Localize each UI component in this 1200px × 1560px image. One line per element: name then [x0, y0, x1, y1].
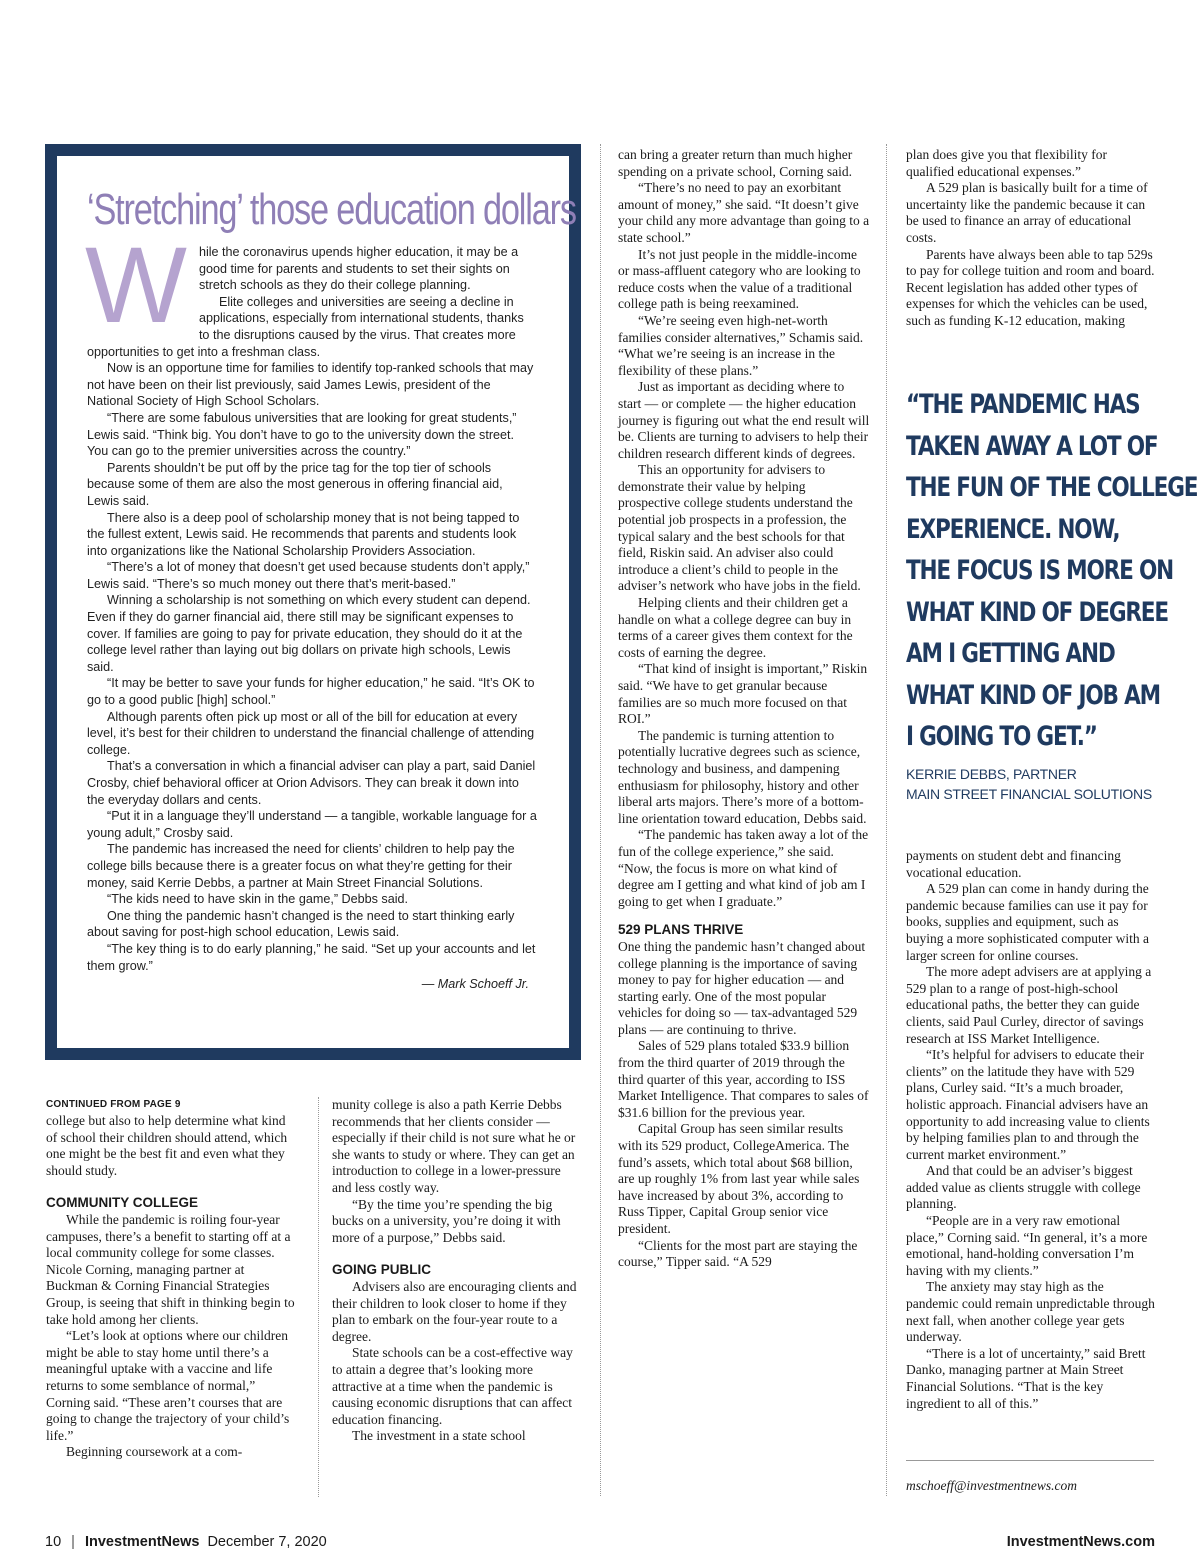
paragraph: “There is a lot of uncertainty,” said Brett Danko, managing partner at Main Street Financial Solutions. “That is the key ingredient to all of this.”	[906, 1345, 1146, 1411]
footer-date: December 7, 2020	[207, 1534, 327, 1550]
paragraph: The more adept advisers are at applying a 529 plan to a range of post-high-school educational paths, the better they can guide clients, said Paul Curley, director of savings research at ISS Market Intelligence.	[906, 964, 1152, 1046]
column-rule	[318, 1097, 319, 1497]
col3-paragraphs	[618, 180, 870, 910]
pull-quote-line: THE FUN OF THE COLLEGE	[906, 472, 1198, 503]
column-rule	[886, 144, 887, 1496]
footer-site[interactable]: InvestmentNews.com	[1006, 1534, 1155, 1550]
sidebar-paragraph: One thing the pandemic hasn’t changed is the need to start thinking early about saving for post-high school education, Lewis said.	[87, 908, 515, 940]
paragraph: While the pandemic is roiling four-year campuses, there’s a benefit to starting off at a local community college for some classes. Nicole Corning, managing partner at Buckman & Corning Financial Strategies Group, is seeing that shift in thinking begin to take hold among her clients.	[46, 1211, 295, 1327]
pull-quote-line: I GOING TO GET.”	[906, 721, 1097, 752]
paragraph: “People are in a very raw emotional place,” Corning said. “In general, it’s a more emotional, hand-holding conversation I’m having with my clients.”	[906, 1213, 1148, 1278]
sidebar-paragraph: Elite colleges and universities are seeing a decline in applications, especially from international students, thanks to the disruptions caused by the virus. That creates more opportunities to get into a freshman class.	[87, 294, 524, 359]
footer-brand: InvestmentNews	[84, 1534, 200, 1550]
column-rule	[600, 144, 601, 1496]
col2-paragraphs-a	[332, 1197, 578, 1247]
paragraph: The pandemic is turning attention to potentially lucrative degrees such as science, technology and business, and dampening enthusiasm for philosophy, history and other liberal arts majors. There’s more of a bottom-line orientation toward education, Debbs said.	[618, 727, 867, 826]
paragraph: Parents have always been able to tap 529s to pay for college tuition and room and board. Recent legislation has added other types of expenses for which the vehicles can be used, such as funding K-12 education, making	[906, 246, 1155, 328]
attribution-org: MAIN STREET FINANCIAL SOLUTIONS	[906, 786, 1152, 802]
sidebar-paragraph: Winning a scholarship is not something on which every student can depend. Even if they do garner financial aid, there still may be significant expenses to cover. If families are going to pay for private education, they should do it at the college level rather than laying out big dollars on private high schools, Lewis said.	[87, 593, 531, 674]
paragraph: Sales of 529 plans totaled $33.9 billion from the third quarter of 2019 through the third quarter of this year, according to ISS Market Intelligence. That compares to sales of $31.6 billion for the previous year.	[618, 1038, 869, 1120]
paragraph: “There’s no need to pay an exorbitant amount of money,” she said. “It doesn’t give your child any more advantage than going to a state school.”	[618, 180, 870, 245]
sidebar-paragraph: Although parents often pick up most or all of the bill for education at every level, it’s best for their children to understand the financial challenge of attending college.	[87, 709, 535, 757]
pull-quote-line: TAKEN AWAY A LOT OF	[906, 430, 1158, 462]
paragraph: “That kind of insight is important,” Riskin said. “We have to get granular because families are so much more focused on that ROI.”	[618, 661, 868, 727]
paragraph: And that could be an adviser’s biggest added value as clients struggle with college planning.	[906, 1163, 1141, 1212]
column-4	[906, 147, 1158, 330]
paragraph: The anxiety may stay high as the pandemic could remain unpredictable through next fall, when another college year gets underway.	[906, 1279, 1155, 1345]
pull-quote-line: “THE PANDEMIC HAS	[906, 389, 1140, 420]
byline: — Mark Schoeff Jr.	[421, 977, 529, 992]
paragraph: The investment in a state school	[352, 1428, 526, 1444]
pull-quote-attribution	[906, 764, 1166, 804]
continued-label: CONTINUED FROM PAGE 9	[46, 1099, 181, 1110]
col4-paragraphs	[906, 180, 1158, 329]
column-1	[46, 1097, 296, 1461]
footer-right	[1007, 1534, 1155, 1550]
paragraph: Capital Group has seen similar results with its 529 product, CollegeAmerica. The fund’s assets, which total about $68 billion, are up roughly 1% from last year while sales have increased by about 3%, according to Russ Tipper, Capital Group senior vice president.	[618, 1121, 860, 1236]
sidebar-paragraph: “The kids need to have skin in the game,” Debbs said.	[107, 892, 409, 907]
col2-paragraphs-b	[332, 1279, 578, 1445]
attribution-name: KERRIE DEBBS, PARTNER	[906, 766, 1077, 782]
paragraph: “It’s helpful for advisers to educate their clients” on the latitude they have with 529 plans, Curley said. “It’s a much broader, holistic approach. Financial advisers have an opportunity to add increasing value to clients by helping families plan to and through the current market environment.”	[906, 1047, 1150, 1162]
paragraph: “The pandemic has taken away a lot of the fun of the college experience,” she said. “Now, the focus is more on what kind of degree am I getting and what kind of job am I going to get when I graduate.”	[618, 827, 869, 909]
sidebar-paragraph: “The key thing is to do early planning,” he said. “Set up your accounts and let them grow.”	[87, 941, 536, 973]
email-rule	[906, 1460, 1154, 1461]
sidebar-paragraph: “There are some fabulous universities that are looking for great students,” Lewis said. “Think big. You don’t have to go to the university down the street. You can go to the premier universities across the country.”	[87, 410, 517, 459]
subhead-529-plans: 529 PLANS THRIVE	[618, 922, 744, 938]
subhead-going-public: GOING PUBLIC	[332, 1262, 432, 1278]
sidebar-paragraph: Now is an opportune time for families to identify top-ranked schools that may not have been on their list previously, said James Lewis, president of the National Society of High School Scholars.	[87, 361, 534, 409]
pull-quote-line: AM I GETTING AND	[906, 638, 1115, 669]
sidebar-paragraph: “Put it in a language they’ll understand — a tangible, workable language for a young adult,” Crosby said.	[87, 809, 537, 840]
paragraph: Just as important as deciding where to start — or complete — the higher education journey is figuring out what the end result will be. Clients are turning to advisers to help their children research different kinds of degrees.	[618, 379, 870, 461]
col4-bottom-paragraphs	[906, 881, 1158, 1412]
sidebar-box	[45, 144, 581, 1060]
paragraph: A 529 plan can come in handy during the pandemic because families can use it pay for books, supplies and equipment, such as buying a more sophisticated computer with a larger screen for online courses.	[906, 881, 1149, 963]
sidebar-paragraph: There also is a deep pool of scholarship money that is not being tapped to the fullest extent, Lewis said. He recommends that parents and students look into organizations like the National Scholarship Providers Association.	[87, 510, 520, 558]
col3-after-paragraphs	[618, 1038, 870, 1270]
drop-cap: W	[85, 224, 187, 345]
col3-after-first: One thing the pandemic hasn’t changed about college planning is the importance of saving money to pay for higher education — and starting early. One of the most popular vehicles for doing so — tax-advantaged 529 plans — are continuing to thrive.	[618, 938, 866, 1037]
sidebar-paragraph: That’s a conversation in which a financial adviser can play a part, said Daniel Crosby, chief behavioral officer at Orion Advisors. They can break it down into the everyday dollars and cents.	[87, 759, 536, 807]
col4-first: plan does give you that flexibility for qualified educational expenses.”	[906, 147, 1107, 179]
sidebar-paragraph: “There’s a lot of money that doesn’t get used because students don’t apply,” Lewis said. “There’s so much money out there that’s merit-based.”	[87, 560, 530, 591]
sidebar-title: ‘Stretching’ those education dollars	[87, 185, 576, 234]
col3-first: can bring a greater return than much higher spending on a private school, Corning said.	[618, 147, 853, 179]
pull-quote-line: WHAT KIND OF JOB AM	[906, 679, 1160, 711]
paragraph: A 529 plan is basically built for a time of uncertainty like the pandemic because it can be used to finance an array of educational costs.	[906, 180, 1148, 245]
paragraph: “Clients for the most part are staying the course,” Tipper said. “A 529	[618, 1237, 858, 1270]
col4-bottom-first: payments on student debt and financing vocational education.	[906, 848, 1121, 880]
footer-left	[45, 1534, 327, 1550]
col2-first: munity college is also a path Kerrie Debbs recommends that her clients consider — especially if their child is not sure what he or she wants to study or where. They can get an introduction to college in a lower-pressure and less costly way.	[332, 1097, 576, 1195]
paragraph: It’s not just people in the middle-income or mass-affluent category who are looking to reduce costs when the value of a traditional college path is being reexamined.	[618, 246, 861, 312]
sidebar-lead: hile the coronavirus upends higher education, it may be a good time for parents and students to set their sights on stretch schools as they do their college planning.	[198, 245, 519, 293]
paragraph: This an opportunity for advisers to demonstrate their value by helping prospective college students understand the potential job prospects in a profession, the typical salary and the best schools for that field, Riskin said. An adviser also could introduce a client’s child to people in the adviser’s network who have jobs in the field.	[618, 462, 861, 594]
paragraph: “Let’s look at options where our children might be able to stay home until there’s a meaningful uptake with a vaccine and life returns to some semblance of normal,” Corning said. “These aren’t courses that are going to change the trajectory of your child’s life.”	[46, 1328, 290, 1443]
pull-quote-line: THE FOCUS IS MORE ON	[906, 555, 1173, 586]
sidebar-paragraph: The pandemic has increased the need for clients’ children to help pay the college bills because there is a greater focus on what they’re getting for their money, said Kerrie Debbs, a partner at Main Street Financial Solutions.	[87, 842, 515, 890]
page-number: 10	[45, 1534, 62, 1550]
sidebar-paragraph: “It may be better to save your funds for higher education,” he said. “It’s OK to go to a good public [high] school.”	[87, 676, 535, 708]
pull-quote-line: EXPERIENCE. NOW,	[906, 513, 1120, 545]
paragraph: Helping clients and their children get a handle on what a college degree can buy in terms of a career gives them context for the costs of earning the degree.	[618, 595, 853, 660]
sidebar-body	[85, 224, 537, 993]
subhead-community-college: COMMUNITY COLLEGE	[46, 1195, 199, 1211]
column-2	[332, 1097, 578, 1445]
column-4-bottom	[906, 848, 1158, 1412]
pull-quote	[906, 384, 1198, 758]
col1-first: college but also to help determine what kind of school their children should attend, which one might be the best fit and even what they should study.	[46, 1113, 288, 1178]
paragraph: Advisers also are encouraging clients and their children to look closer to home if they plan to embark on the four-year route to a degree.	[332, 1278, 577, 1344]
paragraph: “By the time you’re spending the big bucks on a university, you’re doing it with more of a purpose,” Debbs said.	[332, 1196, 561, 1245]
paragraph: “We’re seeing even high-net-worth families consider alternatives,” Schamis said. “What we’re seeing is an increase in the flexibility of these plans.”	[618, 312, 864, 378]
pull-quote-line: WHAT KIND OF DEGREE	[906, 596, 1168, 628]
col1-paragraphs	[46, 1212, 296, 1461]
paragraph: Beginning coursework at a com-	[66, 1444, 243, 1460]
column-3	[618, 147, 870, 1271]
paragraph: State schools can be a cost-effective way to attain a degree that’s looking more attractive at a time when the pandemic is causing economic disruptions that can affect education financing.	[332, 1345, 573, 1427]
author-email[interactable]: mschoeff@investmentnews.com	[906, 1478, 1078, 1493]
sidebar-paragraphs	[87, 294, 537, 974]
footer-divider: |	[71, 1534, 75, 1550]
sidebar-paragraph: Parents shouldn’t be put off by the price tag for the top tier of schools because some of them are also the most generous in offering financial aid, Lewis said.	[87, 460, 503, 508]
sidebar-inner	[57, 156, 576, 1048]
